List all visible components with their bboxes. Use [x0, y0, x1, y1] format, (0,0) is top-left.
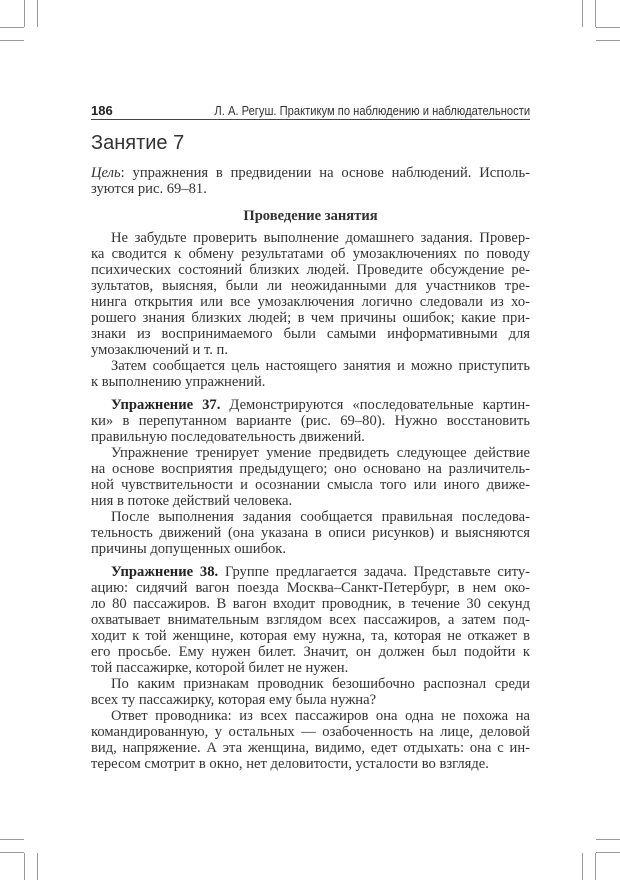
text-line: вид, напряжение. А эта женщина, видимо, едет отдыхать: она с ин-	[91, 740, 530, 756]
text-line: тересом смотрит в окно, нет деловитости, усталости во взгляде.	[91, 756, 489, 772]
text-line: психических состояний близких людей. Проведите обсуждение ре-	[91, 262, 530, 278]
paragraph	[91, 676, 530, 708]
text-line: его просьбе. Ему нужен билет. Значит, он должен был подойти к	[91, 644, 530, 660]
text-line: командированную, у остальных — озабоченность на лице, деловой	[91, 724, 530, 740]
exercise-paragraph	[91, 564, 530, 676]
running-head: Л. А. Регуш. Практикум по наблюдению и наблюдательности	[214, 103, 530, 118]
exercise-label: Упражнение 37.	[111, 397, 221, 413]
lesson-title: Занятие 7	[91, 132, 185, 154]
text-line: к выполнению упражнений.	[91, 374, 266, 390]
text-line: По каким признакам проводник безошибочно распознал среди	[111, 676, 530, 692]
text-line: Ответ проводника: из всех пассажиров она одна не похожа на	[111, 708, 530, 724]
text-line: умозаключений и т. п.	[91, 342, 228, 358]
text-line: ния в потоке действий человека.	[91, 493, 293, 509]
text-line: После выполнения задания сообщается правильная последова-	[111, 509, 530, 525]
text-line: Не забудьте проверить выполнение домашнего задания. Провер-	[111, 230, 530, 246]
text-line: ка сводится к обмену результатами об умозаключениях по поводу	[91, 246, 530, 262]
text-line: всех ту пассажирку, которая ему была нужна?	[91, 692, 377, 708]
goal-text: зуются рис. 69–81.	[91, 181, 207, 197]
text-line: ацию: сидячий вагон поезда Москва–Санкт-Петербург, в нем око-	[91, 580, 530, 596]
text-line: на основе восприятия предыдущего; оно основано на различитель-	[91, 461, 530, 477]
paragraph	[91, 445, 530, 509]
paragraph	[91, 230, 530, 358]
section-heading: Проведение занятия	[243, 208, 378, 224]
goal-text: : упражнения в предвидении на основе наблюдений. Исполь-	[120, 165, 530, 181]
text-line	[91, 564, 530, 580]
text-line	[91, 397, 530, 413]
exercise-label: Упражнение 38.	[111, 564, 219, 580]
text-line: Упражнение тренирует умение предвидеть следующее действие	[111, 445, 530, 461]
text-line: зультатов, выясняя, были ли неожиданными для участников тре-	[91, 278, 530, 294]
lesson-goal	[91, 165, 530, 197]
page-number: 186	[91, 103, 113, 118]
paragraph	[91, 708, 530, 772]
goal-label: Цель	[91, 165, 121, 181]
text-line-content: Демонстрируются «последовательные картин-	[220, 397, 530, 413]
paragraph	[91, 358, 530, 390]
text-line: рошего знания близких людей; в чем причины ошибок; какие при-	[91, 310, 530, 326]
text-line: той пассажирке, которой билет не нужен.	[91, 660, 349, 676]
text-line: охватывает внимательным взглядом всех пассажиров, а затем под-	[91, 612, 530, 628]
text-line: нинга открытия или все умозаключения логично следовали из хо-	[91, 294, 530, 310]
text-line: Затем сообщается цель настоящего занятия и можно приступить	[111, 358, 530, 374]
text-line-content: Группе предлагается задача. Представьте ситу-	[218, 564, 530, 580]
body-text	[91, 230, 530, 772]
paragraph-gap	[91, 557, 530, 564]
text-line: ходит к той женщине, которая ему нужна, та, которая не откажет в	[91, 628, 530, 644]
text-line: тельность движений (она указана в описи рисунков) и выясняются	[91, 525, 530, 541]
paragraph	[91, 509, 530, 557]
paragraph-gap	[91, 390, 530, 397]
text-line: ной чувствительности и осознании смысла того или иного движе-	[91, 477, 530, 493]
text-line: ки» в перепутанном варианте (рис. 69–80). Нужно восстановить	[91, 413, 530, 429]
running-header	[91, 103, 530, 120]
text-line: ло 80 пассажиров. В вагон входит проводник, в течение 30 секунд	[91, 596, 530, 612]
exercise-paragraph	[91, 397, 530, 445]
text-line: причины допущенных ошибок.	[91, 541, 287, 557]
text-line: правильную последовательность движений.	[91, 429, 365, 445]
text-line: знаки из воспринимаемого были самыми информативными для	[91, 326, 530, 342]
